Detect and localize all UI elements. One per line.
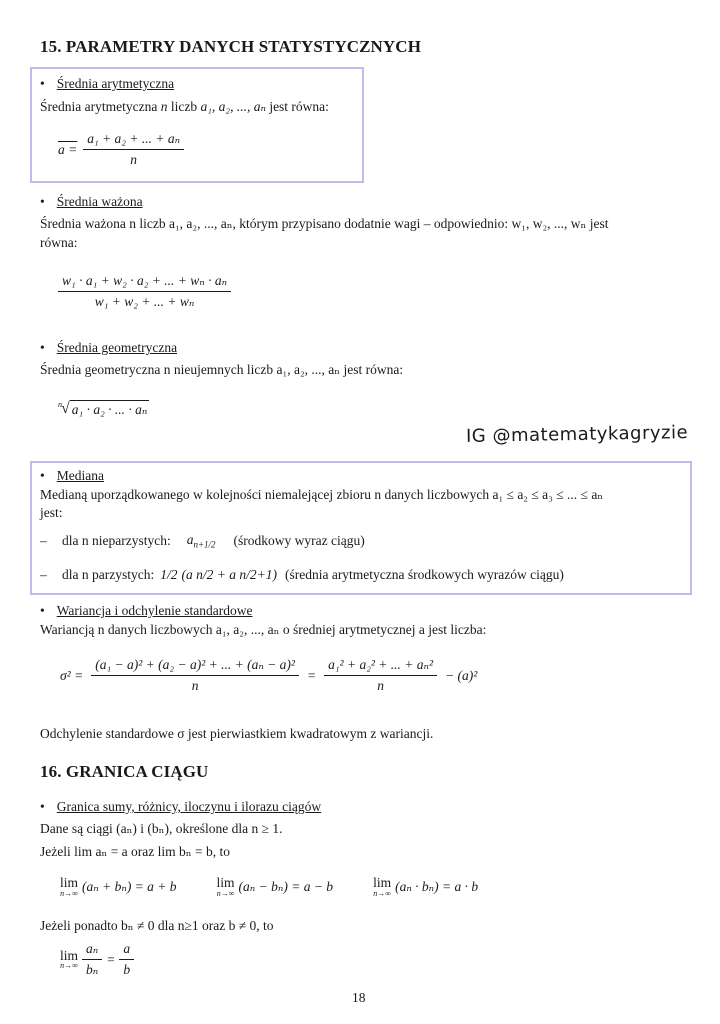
page-number: 18	[352, 990, 366, 1005]
arith-text-pre: Średnia arytmetyczna	[40, 99, 161, 114]
median-even-half: 1/2	[160, 567, 178, 582]
root-index: n	[58, 399, 62, 409]
limits-line1: Dane są ciągi (aₙ) i (bₙ), określone dla n ≥ 1.	[40, 821, 283, 836]
limit-prod-expr: (aₙ · bₙ) = a · b	[395, 878, 479, 894]
variance-eq: =	[306, 667, 317, 683]
section-15-title: 15. PARAMETRY DANYCH STATYSTYCZNYCH	[40, 37, 422, 56]
lim-sub: n→∞	[373, 888, 391, 898]
quotient-result	[119, 940, 134, 979]
arith-text-mid: liczb	[167, 99, 201, 114]
limits-heading: Granica sumy, różnicy, iloczynu i ilorazu ciągów	[56, 799, 322, 814]
lim-sub: n→∞	[60, 888, 78, 898]
arithmetic-mean-heading: Średnia arytmetyczna	[56, 76, 175, 91]
dash: –	[40, 567, 47, 582]
limit-diff-expr: (aₙ − bₙ) = a − b	[238, 878, 334, 894]
median-odd-formula	[187, 531, 216, 551]
weighted-mean-line1: Średnia ważona n liczb a₁, a₂, ..., aₙ, którym przypisano dodatnie wagi – odpowiednio: w₁, w₂, ..., wₙ jest	[40, 216, 609, 231]
arith-numerator: a₁ + a₂ + ... + aₙ	[83, 130, 184, 150]
odd-a: a	[186, 532, 194, 547]
bullet: •	[40, 603, 45, 618]
bullet: •	[40, 76, 45, 91]
arith-denominator: n	[130, 152, 138, 168]
weighted-fraction	[58, 272, 231, 311]
arithmetic-mean-heading-line	[40, 75, 174, 93]
geometric-mean-heading: Średnia geometryczna	[56, 340, 178, 355]
median-odd-row	[40, 531, 365, 551]
median-even-label: dla n parzystych:	[62, 567, 155, 582]
weighted-mean-heading-line	[40, 193, 143, 211]
root-content: a₁ · a₂ · ... · aₙ	[70, 400, 150, 419]
lim-sub: n→∞	[216, 888, 235, 898]
weighted-mean-heading: Średnia ważona	[56, 194, 143, 209]
limit-quotient	[60, 940, 134, 979]
lim-operator	[373, 876, 391, 898]
weighted-denominator: w₁ + w₂ + ... + wₙ	[94, 294, 195, 310]
arith-fraction	[83, 130, 184, 169]
dash: –	[40, 532, 47, 548]
lim-operator	[60, 876, 78, 898]
lim-sub: n→∞	[60, 961, 78, 971]
quotient-fraction	[82, 940, 102, 979]
limit-prod	[373, 876, 478, 898]
variance-formula	[60, 656, 477, 695]
median-heading-line	[40, 467, 104, 485]
variance-fraction-2	[324, 656, 437, 695]
arith-lhs: a =	[58, 141, 78, 157]
variance-line: Wariancją n danych liczbowych a₁, a₂, ..., aₙ o średniej arytmetycznej a jest liczba:	[40, 622, 487, 637]
arith-vars: a₁, a₂, ..., aₙ	[200, 99, 266, 114]
weighted-numerator: w₁ · a₁ + w₂ · a₂ + ... + wₙ · aₙ	[58, 272, 231, 292]
bullet: •	[40, 194, 45, 209]
lim-operator	[60, 949, 78, 971]
geometric-mean-formula	[58, 398, 149, 420]
quotient-rden: b	[123, 962, 131, 978]
limits-formulas-row	[60, 876, 478, 898]
quotient-den: bₙ	[86, 962, 99, 978]
bullet: •	[40, 799, 45, 814]
bullet: •	[40, 340, 45, 355]
limit-sum-expr: (aₙ + bₙ) = a + b	[82, 878, 177, 894]
arith-text-post: jest równa:	[265, 99, 329, 114]
bullet: •	[40, 468, 45, 483]
variance-num2: a₁² + a₂² + ... + aₙ²	[324, 656, 437, 676]
median-odd-note: (środkowy wyraz ciągu)	[233, 532, 365, 548]
arithmetic-mean-text	[40, 98, 329, 116]
median-heading: Mediana	[56, 468, 104, 483]
lim-word: lim	[60, 875, 79, 890]
lim-operator	[217, 876, 235, 898]
median-even-note: (średnia arytmetyczna środkowych wyrazów ciągu)	[284, 567, 564, 582]
median-line1: Medianą uporządkowanego w kolejności niemalejącej zbioru n danych liczbowych a₁ ≤ a₂ ≤ a₃ ≤ ... ≤ aₙ	[40, 487, 604, 502]
geometric-mean-line: Średnia geometryczna n nieujemnych liczb a₁, a₂, ..., aₙ jest równa:	[40, 362, 404, 377]
limit-diff	[217, 876, 334, 898]
lim-word: lim	[373, 875, 392, 890]
geometric-mean-heading-line	[40, 339, 177, 357]
variance-heading-line	[40, 602, 252, 620]
variance-den2: n	[377, 678, 384, 694]
median-odd-label: dla n nieparzystych:	[62, 532, 171, 548]
variance-den1: n	[191, 678, 199, 694]
weighted-mean-formula	[58, 272, 231, 311]
lim-word: lim	[216, 875, 235, 890]
limits-line3: Jeżeli ponadto bₙ ≠ 0 dla n≥1 oraz b ≠ 0, to	[40, 918, 274, 933]
variance-tail: − (a)²	[445, 667, 478, 683]
arith-n: n	[160, 99, 168, 114]
variance-heading: Wariancja i odchylenie standardowe	[56, 603, 253, 618]
median-even-row	[40, 566, 564, 584]
arithmetic-mean-formula	[58, 130, 184, 169]
variance-sigma: σ² =	[60, 667, 84, 683]
limits-line2: Jeżeli lim aₙ = a oraz lim bₙ = b, to	[40, 844, 230, 859]
root-sign: √	[61, 400, 70, 417]
median-line2: jest:	[40, 505, 63, 520]
watermark: IG @matematykagryzie	[465, 422, 689, 447]
variance-num1: (a₁ − a)² + (a₂ − a)² + ... + (aₙ − a)²	[91, 656, 299, 676]
limits-heading-line	[40, 798, 321, 816]
quotient-eq: =	[106, 951, 116, 967]
variance-fraction-1	[91, 656, 299, 695]
odd-index: n+1/2	[193, 539, 216, 550]
quotient-rnum: a	[119, 940, 134, 960]
limit-sum	[60, 876, 177, 898]
weighted-mean-line2: równa:	[40, 235, 78, 250]
lim-word: lim	[60, 947, 79, 963]
median-even-formula: (a n/2 + a n/2+1)	[181, 567, 277, 582]
quotient-num: aₙ	[82, 940, 102, 960]
stddev-text: Odchylenie standardowe σ jest pierwiastkiem kwadratowym z wariancji.	[40, 726, 434, 741]
section-16-title: 16. GRANICA CIĄGU	[40, 762, 209, 781]
